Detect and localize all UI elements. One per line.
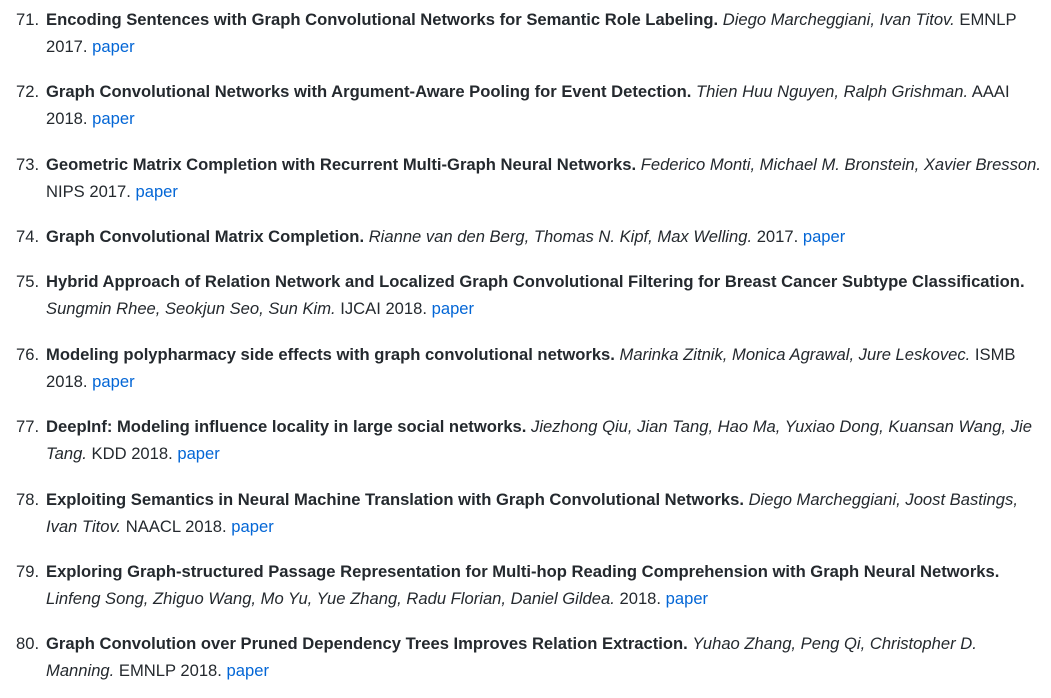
paper-link[interactable]: paper [802,227,846,246]
paper-link[interactable]: paper [177,444,220,463]
paper-link[interactable]: paper [226,661,269,680]
paper-title: Graph Convolution over Pruned Dependency Trees Improves Relation Extraction. [46,634,688,653]
entry-text [46,558,1041,612]
paper-authors: Thien Huu Nguyen, Ralph Grishman. [696,82,969,101]
paper-authors: Diego Marcheggiani, Joost Bastings, Ivan Titov. [46,490,1018,536]
entry-number: 78. [16,490,40,509]
paper-link[interactable]: paper [92,372,135,391]
paper-entry-79 [0,558,1051,612]
paper-title: Encoding Sentences with Graph Convolutional Networks for Semantic Role Labeling. [46,10,719,29]
paper-venue: 2017. [756,227,799,246]
paper-venue: NIPS 2017. [46,182,131,201]
paper-link[interactable]: paper [92,37,135,56]
entry-text [46,78,1041,132]
paper-title: Graph Convolutional Networks with Argument-Aware Pooling for Event Detection. [46,82,692,101]
paper-title: Geometric Matrix Completion with Recurrent Multi-Graph Neural Networks. [46,155,637,174]
paper-venue: EMNLP 2018. [118,661,222,680]
paper-authors: Rianne van den Berg, Thomas N. Kipf, Max Welling. [368,227,753,246]
entry-number: 76. [16,345,40,364]
paper-title: DeepInf: Modeling influence locality in large social networks. [46,417,527,436]
paper-authors: Jiezhong Qiu, Jian Tang, Hao Ma, Yuxiao Dong, Kuansan Wang, Jie Tang. [46,417,1032,463]
entry-number: 75. [16,272,40,291]
paper-entry-80 [0,630,1051,684]
paper-authors: Marinka Zitnik, Monica Agrawal, Jure Leskovec. [619,345,971,364]
paper-venue: AAAI 2018. [46,82,1010,128]
paper-authors: Yuhao Zhang, Peng Qi, Christopher D. Manning. [46,634,977,680]
paper-authors: Federico Monti, Michael M. Bronstein, Xavier Bresson. [640,155,1041,174]
entry-number: 71. [16,10,40,29]
entry-text [46,413,1041,467]
paper-venue: NAACL 2018. [125,517,227,536]
paper-authors: Linfeng Song, Zhiguo Wang, Mo Yu, Yue Zhang, Radu Florian, Daniel Gildea. [46,589,615,608]
paper-entry-74 [0,223,1051,250]
paper-title: Modeling polypharmacy side effects with graph convolutional networks. [46,345,615,364]
paper-authors: Diego Marcheggiani, Ivan Titov. [722,10,955,29]
paper-title: Exploring Graph-structured Passage Representation for Multi-hop Reading Comprehension with Graph Neural Networks. [46,562,1000,581]
entry-number: 80. [16,634,40,653]
entry-text [46,6,1041,60]
paper-entry-72 [0,78,1051,132]
entry-number: 79. [16,562,40,581]
paper-venue: 2018. [619,589,662,608]
paper-link[interactable]: paper [231,517,274,536]
entry-number: 74. [16,227,40,246]
paper-venue: EMNLP 2017. [46,10,1017,56]
paper-entry-76 [0,341,1051,395]
paper-link[interactable]: paper [92,109,135,128]
paper-title: Exploiting Semantics in Neural Machine Translation with Graph Convolutional Networks. [46,490,744,509]
paper-entry-75 [0,268,1051,322]
entry-text [46,268,1041,322]
paper-venue: KDD 2018. [91,444,173,463]
paper-link[interactable]: paper [665,589,709,608]
entry-number: 73. [16,155,40,174]
paper-link[interactable]: paper [431,299,475,318]
paper-title: Hybrid Approach of Relation Network and Localized Graph Convolutional Filtering for Breast Cancer Subtype Classification. [46,272,1025,291]
paper-link[interactable]: paper [135,182,178,201]
entry-number: 77. [16,417,40,436]
paper-entry-71 [0,6,1051,60]
entry-text [46,630,1041,684]
entry-number: 72. [16,82,40,101]
entry-text [46,341,1041,395]
entry-text [46,486,1041,540]
paper-authors: Sungmin Rhee, Seokjun Seo, Sun Kim. [46,299,336,318]
paper-title: Graph Convolutional Matrix Completion. [46,227,365,246]
paper-entry-77 [0,413,1051,467]
paper-entry-73 [0,151,1051,205]
entry-text [46,223,1041,250]
paper-venue: ISMB 2018. [46,345,1016,391]
paper-entry-78 [0,486,1051,540]
entry-text [46,151,1041,205]
paper-venue: IJCAI 2018. [340,299,427,318]
